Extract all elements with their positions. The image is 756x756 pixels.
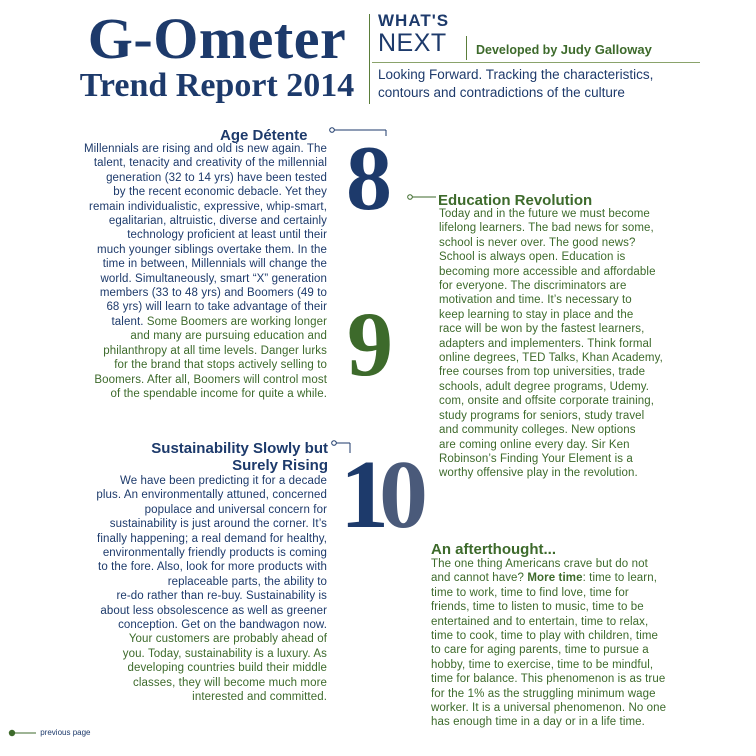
sustainability-heading	[100, 440, 328, 474]
sustainability-body	[0, 474, 327, 705]
afterthought-line: friends, time to listen to music, time to be	[431, 601, 644, 614]
education-heading: Education Revolution	[438, 192, 593, 209]
age-line: by the recent economic debacle. Yet they	[113, 186, 327, 199]
sustainability-green-line: Your customers are probably ahead of	[128, 633, 327, 646]
age-line: technology proficient at least until their	[127, 229, 327, 242]
sustainability-line: populace and universal concern for	[144, 503, 327, 516]
afterthought-line: for the 1% as the struggling minimum wage	[431, 687, 656, 700]
previous-page-label: previous page	[40, 728, 91, 737]
sustainability-line: environmentally friendly products is coming	[102, 547, 327, 560]
afterthought-line: hobby, time to exercise, time to be mindful,	[431, 658, 654, 671]
afterthought-line2-end: : time to learn,	[582, 572, 658, 585]
number-10-one: 1	[340, 441, 379, 549]
age-green-line: of the spendable income for quite a while.	[110, 387, 327, 400]
developed-prefix: Developed by	[476, 43, 558, 57]
afterthought-line: entertained and to entertain, time to relax,	[431, 615, 649, 628]
age-heading: Age Détente	[220, 127, 308, 144]
sustainability-line: We have been predicting it for a decade	[120, 475, 327, 487]
education-line: adapters and implementers. Think formal	[439, 337, 652, 350]
education-line: study programs for seniors, study travel	[439, 409, 645, 422]
afterthought-line: time to work, time to find love, time for	[431, 586, 629, 599]
developed-divider	[466, 36, 467, 60]
whats-label: WHAT'S	[378, 11, 450, 30]
education-line: for everyone. The discriminators are	[439, 280, 627, 293]
title-line-2: Trend Report 2014	[79, 67, 355, 104]
age-body	[0, 142, 327, 401]
afterthought-line-mixed	[431, 571, 751, 585]
more-time-bold: More time	[527, 572, 583, 585]
age-line: time in between, Millennials will change the	[102, 258, 327, 271]
education-line: online degrees, TED Talks, Khan Academy,	[439, 352, 663, 365]
age-green-line: and many are pursuing education and	[130, 330, 327, 343]
afterthought-line: worker. It is a universal phenomenon. No one	[431, 702, 667, 715]
sustainability-line: to the fore. Also, look for more products with	[98, 561, 327, 574]
sustainability-line: re-do rather than re-buy. Sustainability is	[116, 590, 327, 603]
age-line: egalitarian, altruistic, diverse and certainly	[108, 215, 327, 228]
previous-page-link[interactable]	[8, 728, 91, 737]
tagline-line-2: contours and contradictions of the culture	[378, 85, 625, 100]
sustainability-heading-line-2: Surely Rising	[232, 457, 328, 474]
education-line: worthy offensive play in the revolution.	[439, 467, 638, 480]
header-rule	[372, 62, 700, 63]
afterthought-body	[431, 557, 751, 730]
sustainability-line: plus. An environmentally attuned, concerned	[96, 489, 327, 502]
education-line: schools, adult degree programs, Udemy.	[439, 380, 650, 393]
previous-page-bullet-icon	[8, 729, 38, 737]
sustainability-green-line: classes, they will become much more	[133, 676, 327, 689]
sustainability-heading-line-1: Sustainability Slowly but	[151, 440, 328, 457]
education-line: School is always open. Education is	[439, 251, 626, 264]
tagline-line-1: Looking Forward. Tracking the characteristics,	[378, 67, 654, 82]
afterthought-question: and cannot have?	[431, 572, 525, 585]
developer-credit	[476, 42, 652, 57]
header-divider	[369, 14, 370, 104]
education-line: motivation and time. It’s necessary to	[439, 294, 632, 307]
sustainability-line: sustainability is just around the corner. It’s	[109, 518, 327, 531]
sustainability-green-line: you. Today, sustainability is a luxury. As	[122, 647, 327, 660]
education-line: school is never over. The good news?	[439, 236, 636, 249]
age-green-line: philanthropy at all time levels. Danger lurks	[103, 344, 327, 357]
afterthought-line: The one thing Americans crave but do not	[431, 558, 648, 570]
sustainability-line: replaceable parts, the ability to	[167, 575, 327, 588]
education-line: race will be won by the fastest learners,	[439, 323, 645, 336]
title-line-1: G-Ometer	[87, 6, 347, 71]
number-10	[340, 441, 418, 549]
sustainability-green-line: developing countries build their middle	[127, 662, 327, 675]
next-label: NEXT	[378, 29, 447, 57]
afterthought-line: to care for aging parents, time to pursue a	[431, 644, 649, 657]
sustainability-green-line: interested and committed.	[192, 691, 327, 704]
age-green-inline: Some Boomers are working longer	[146, 315, 327, 328]
report-title	[72, 6, 362, 104]
age-line: Millennials are rising and old is new again. The	[83, 143, 327, 155]
education-line: are coming online every day. Sir Ken	[439, 438, 630, 451]
sustainability-line: about less obsolescence as well as greener	[100, 604, 327, 617]
number-10-zero: 0	[379, 441, 418, 549]
age-green-line: for the brand that stops actively selling to	[114, 359, 327, 372]
afterthought-heading: An afterthought...	[431, 541, 556, 558]
education-line: and community colleges. New options	[439, 424, 636, 437]
age-line: remain individualistic, expressive, whip-smart,	[89, 200, 327, 213]
age-line: 68 yrs) will learn to take advantage of their	[106, 301, 327, 314]
age-line-end: talent.	[111, 315, 144, 328]
education-line: Today and in the future we must become	[439, 208, 650, 220]
age-line: generation (32 to 14 yrs) have been tested	[106, 171, 327, 184]
education-line: Robinson’s Finding Your Element is a	[439, 452, 633, 465]
tagline	[378, 66, 718, 102]
afterthought-line: time for balance. This phenomenon is as true	[431, 673, 666, 686]
number-8: 8	[346, 127, 392, 229]
afterthought-line: time to cook, time to play with children, time	[431, 630, 659, 643]
age-green-line: Boomers. After all, Boomers will control most	[94, 373, 327, 386]
education-line: keep learning to stay in place and the	[439, 308, 634, 321]
sustainability-line: finally happening; a real demand for healthy,	[97, 532, 327, 545]
age-line: talent, tenacity and creativity of the millennial	[93, 157, 327, 170]
education-line: lifelong learners. The bad news for some,	[439, 222, 654, 235]
age-line: members (33 to 48 yrs) and Boomers (49 to	[99, 287, 327, 300]
education-line: com, onsite and offsite corporate training,	[439, 395, 655, 408]
education-line: becoming more accessible and affordable	[439, 265, 656, 278]
age-line: world. Simultaneously, smart “X” generation	[100, 272, 327, 285]
sustainability-line: conception. Get on the bandwagon now.	[118, 619, 327, 632]
number-9: 9	[347, 293, 393, 395]
education-body	[439, 207, 739, 481]
age-line: much younger siblings overtake them. In the	[97, 243, 327, 256]
age-line-mixed	[0, 315, 327, 329]
developer-name: Judy Galloway	[560, 42, 652, 57]
education-line: free courses from top universities, trade	[439, 366, 646, 379]
education-connector	[406, 190, 440, 204]
whats-next-label	[378, 12, 449, 57]
afterthought-line: has enough time in a day or in a life time.	[431, 716, 645, 729]
